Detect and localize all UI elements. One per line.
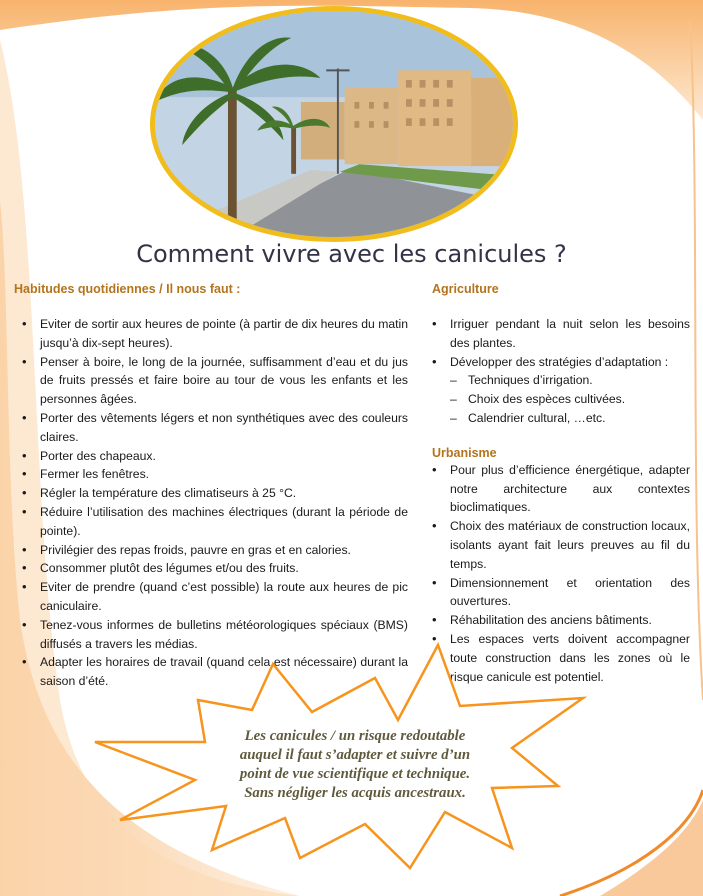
callout-line: point de vue scientifique et technique. bbox=[239, 766, 471, 782]
sublist-item: – Choix des espèces cultivées. bbox=[450, 390, 690, 409]
list-item: • Dimensionnement et orientation des ouvertures. bbox=[432, 574, 690, 612]
list-item: • Régler la température des climatiseurs à 25 °C. bbox=[14, 484, 408, 503]
list-item: • Eviter de prendre (quand c’est possible) la route aux heures de pic caniculaire. bbox=[14, 578, 408, 616]
list-item: • Adapter les horaires de travail (quand cela est nécessaire) durant la saison d’été. bbox=[14, 653, 408, 691]
page-title: Comment vivre avec les canicules ? bbox=[136, 240, 567, 268]
callout-line: auquel il faut s’adapter et suivre d’un bbox=[239, 747, 471, 763]
urbanisme-heading: Urbanisme bbox=[432, 445, 497, 460]
list-item: • Pour plus d’efficience énergétique, adapter notre architecture aux contextes bioclimatiques. bbox=[432, 461, 690, 517]
agriculture-heading: Agriculture bbox=[432, 282, 499, 296]
list-item: • Irriguer pendant la nuit selon les besoins des plantes. bbox=[432, 315, 690, 353]
sublist-item: – Calendrier cultural, …etc. bbox=[450, 409, 690, 428]
list-item: • Les espaces verts doivent accompagner toute construction dans les zones où le risque canicule est potentiel. bbox=[432, 630, 690, 686]
daily-habits-heading: Habitudes quotidiennes / Il nous faut : bbox=[14, 282, 241, 296]
list-item: • Consommer plutôt des légumes et/ou des fruits. bbox=[14, 559, 408, 578]
sublist-item: – Techniques d’irrigation. bbox=[450, 371, 690, 390]
list-item: • Réhabilitation des anciens bâtiments. bbox=[432, 611, 690, 630]
list-item: • Choix des matériaux de construction locaux, isolants ayant fait leurs preuves au fil du temps. bbox=[432, 517, 690, 573]
list-item: • Eviter de sortir aux heures de pointe (à partir de dix heures du matin jusqu’à dix-sept heures). bbox=[14, 315, 408, 353]
callout-line: Les canicules / un risque redoutable bbox=[244, 728, 466, 744]
list-item: • Réduire l’utilisation des machines électriques (durant la période de pointe). bbox=[14, 503, 408, 541]
list-item: • Porter des chapeaux. bbox=[14, 447, 408, 466]
list-item: • Penser à boire, le long de la journée, suffisamment d’eau et du jus de fruits pressés et faire boire au tour de vous les enfants et les personnes âgées. bbox=[14, 353, 408, 409]
callout-line: Sans négliger les acquis ancestraux. bbox=[244, 785, 466, 801]
callout-text bbox=[196, 727, 514, 803]
list-item-text: Développer des stratégies d’adaptation : bbox=[450, 354, 669, 369]
list-item: • Tenez-vous informes de bulletins météorologiques spéciaux (BMS) diffusés a travers les médias. bbox=[14, 616, 408, 654]
list-item: • Privilégier des repas froids, pauvre en gras et en calories. bbox=[14, 541, 408, 560]
list-item: • Porter des vêtements légers et non synthétiques avec des couleurs claires. bbox=[14, 409, 408, 447]
list-item: • Fermer les fenêtres. bbox=[14, 465, 408, 484]
